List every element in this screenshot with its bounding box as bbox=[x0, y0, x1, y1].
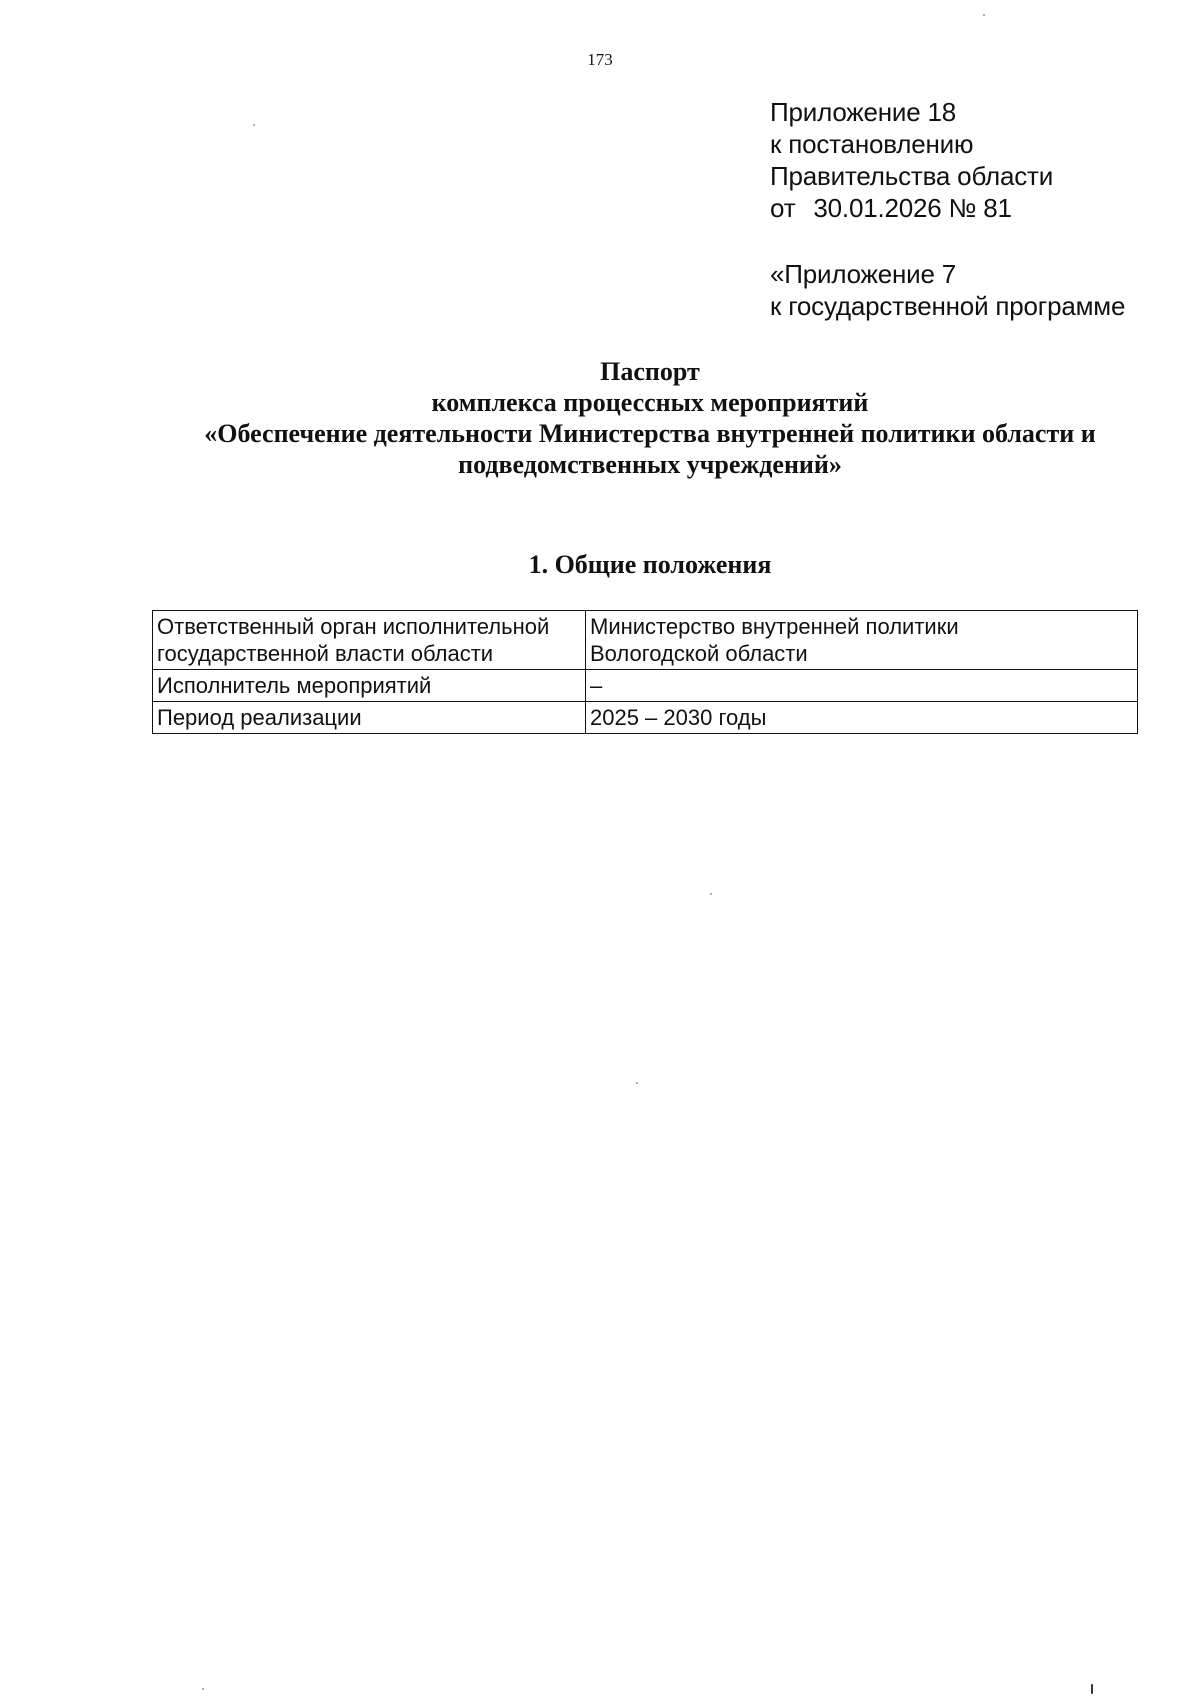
annex-ref-line: к постановлению bbox=[770, 129, 974, 159]
title-line-3: «Обеспечение деятельности Министерства внутренней политики области и bbox=[204, 419, 1096, 448]
table-row bbox=[153, 670, 1138, 702]
table-row bbox=[153, 611, 1138, 670]
table-cell-value bbox=[586, 670, 1138, 702]
table-cell-label bbox=[153, 611, 586, 670]
annex-header bbox=[770, 96, 1053, 224]
cell-text: Исполнитель мероприятий bbox=[157, 673, 432, 698]
table-row bbox=[153, 702, 1138, 734]
table-cell-value bbox=[586, 611, 1138, 670]
document-title bbox=[100, 356, 1200, 480]
scan-speck bbox=[710, 893, 712, 895]
title-line-1: Паспорт bbox=[600, 357, 700, 386]
cell-text: Период реализации bbox=[157, 705, 362, 730]
original-annex-title: «Приложение 7 bbox=[770, 259, 957, 289]
annex-date-value: 30.01.2026 № 81 bbox=[813, 193, 1012, 223]
section-heading: 1. Общие положения bbox=[528, 550, 772, 579]
annex-authority: Правительства области bbox=[770, 161, 1054, 191]
cell-text: государственной власти области bbox=[157, 641, 494, 666]
title-line-4: подведомственных учреждений» bbox=[458, 450, 842, 479]
cell-text: Ответственный орган исполнительной bbox=[157, 614, 550, 639]
scan-speck bbox=[636, 1082, 638, 1084]
cell-text: 2025 – 2030 годы bbox=[590, 705, 767, 730]
scan-speck bbox=[202, 1688, 204, 1690]
scan-speck bbox=[983, 14, 985, 16]
table-cell-label bbox=[153, 670, 586, 702]
scan-speck bbox=[1091, 1684, 1093, 1694]
cell-text: Министерство внутренней политики bbox=[590, 614, 959, 639]
annex-title: Приложение 18 bbox=[770, 97, 957, 127]
general-provisions-table bbox=[152, 610, 1138, 734]
cell-text: Вологодской области bbox=[590, 641, 808, 666]
scan-speck bbox=[253, 124, 255, 126]
annex-date-line bbox=[770, 192, 1053, 224]
original-annex-ref: к государственной программе bbox=[770, 291, 1126, 321]
table-cell-value bbox=[586, 702, 1138, 734]
page-number: 173 bbox=[587, 50, 613, 69]
annex-date-prefix: от bbox=[770, 193, 796, 223]
title-line-2: комплекса процессных мероприятий bbox=[431, 388, 869, 417]
cell-text: – bbox=[590, 673, 603, 698]
table-cell-label bbox=[153, 702, 586, 734]
original-annex-header bbox=[770, 258, 1125, 322]
